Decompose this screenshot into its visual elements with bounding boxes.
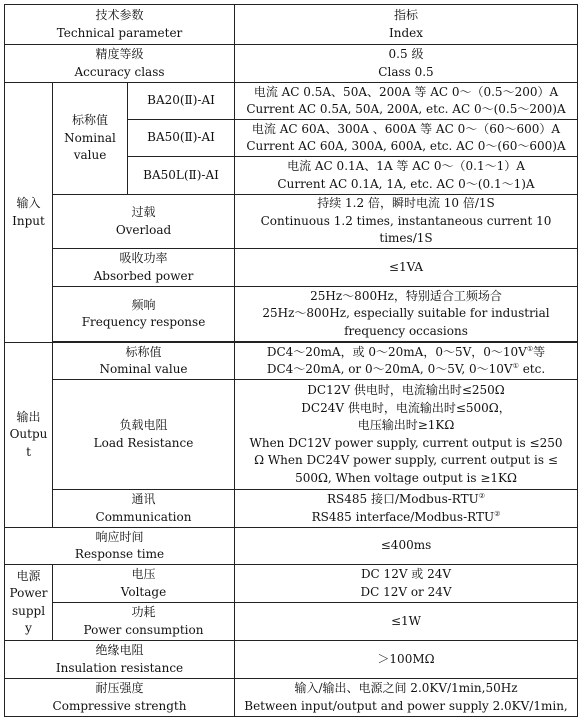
consumption-value-cell <box>235 603 578 641</box>
footnote-1-mark: ① <box>526 344 534 353</box>
overload-value-cell <box>235 195 578 249</box>
insulation-label-cell <box>5 641 235 679</box>
load-value-zh-1: DC12V 供电时，电流输出时≤250Ω <box>307 383 505 397</box>
header-param-en: Technical parameter <box>56 25 183 40</box>
accuracy-index-cell <box>235 45 578 83</box>
overload-value-en-1: Continuous 1.2 times, instantaneous current 10 <box>260 213 552 228</box>
voltage-value-cell <box>235 565 578 603</box>
compressive-value-zh: 输入/输出、电源之间 2.0KV/1min,50Hz <box>294 681 518 695</box>
header-param-zh: 技术参数 <box>95 8 144 22</box>
load-value-en-1: When DC12V power supply, current output is ≤250 <box>249 435 563 450</box>
comm-value-zh: RS485 接口/Modbus-RTU <box>326 492 479 506</box>
table-row-power-voltage <box>5 565 578 603</box>
footnote-1-mark-en: ① <box>512 362 519 370</box>
consumption-label-cell <box>53 603 235 641</box>
output-group-zh: 输出 <box>16 409 41 424</box>
table-row-input-ba20 <box>5 83 578 120</box>
frequency-label-cell <box>53 287 235 342</box>
table-row-load-resistance <box>5 380 578 490</box>
frequency-label-en: Frequency response <box>81 315 206 329</box>
table-row-insulation <box>5 641 578 679</box>
accuracy-value-en: Class 0.5 <box>378 64 434 79</box>
table-row-compressive <box>5 679 578 717</box>
index-cell-ba50l <box>235 157 578 195</box>
table-row-frequency <box>5 287 578 342</box>
absorbed-label-en: Absorbed power <box>93 268 194 283</box>
overload-label-en: Overload <box>115 222 172 237</box>
model-ba50: BA50(Ⅱ)-AI <box>147 130 215 145</box>
load-value-en-3: 500Ω, When voltage output is ≥1KΩ <box>295 470 517 485</box>
index-cell-ba50 <box>235 120 578 157</box>
frequency-value-cell <box>235 287 578 342</box>
load-value-cell <box>235 380 578 490</box>
input-nominal-en-2: value <box>73 148 107 163</box>
output-nominal-zh-tail: 等 <box>533 344 546 359</box>
comm-label-en: Communication <box>95 509 192 524</box>
power-group-en-2: suppl <box>11 603 46 618</box>
overload-value-en-2: times/1S <box>379 231 433 246</box>
model-cell-ba20 <box>128 83 235 120</box>
model-cell-ba50l <box>128 157 235 195</box>
footnote-2-mark-en: ② <box>494 509 501 518</box>
model-cell-ba50 <box>128 120 235 157</box>
compressive-label-en: Compressive strength <box>52 698 187 713</box>
load-label-zh: 负载电阻 <box>119 418 168 432</box>
output-nominal-zh-text: DC4～20mA，或 0～20mA，0～5V，0～10V <box>266 344 527 359</box>
load-value-zh-3: 电压输出时≥1KΩ <box>357 418 455 432</box>
header-param-cell <box>5 5 235 45</box>
output-nominal-zh: 标称值 <box>125 344 162 359</box>
compressive-value-cell <box>235 679 578 717</box>
comm-label-zh: 通讯 <box>131 492 156 506</box>
load-value-en-2: Ω When DC24V power supply, current output is ≤ <box>254 453 558 467</box>
absorbed-label-zh: 吸收功率 <box>119 251 168 265</box>
input-group-cell <box>5 83 53 343</box>
input-group-zh: 输入 <box>16 196 41 210</box>
ba50l-range-en: Current AC 0.1A, 1A, etc. AC 0～(0.1～1)A <box>277 176 535 191</box>
overload-label-cell <box>53 195 235 249</box>
model-ba20: BA20(Ⅱ)-AI <box>147 93 215 108</box>
absorbed-value: ≤1VA <box>388 259 424 274</box>
consumption-label-en: Power consumption <box>83 622 204 637</box>
voltage-value-zh: DC 12V 或 24V <box>360 567 452 581</box>
accuracy-label-zh: 精度等级 <box>95 47 144 61</box>
response-label-en: Response time <box>74 547 165 561</box>
load-value-zh-2: DC24V 供电时，电流输出时≤500Ω， <box>301 400 511 415</box>
comm-value-line-en <box>237 509 575 527</box>
output-group-cell <box>5 343 53 528</box>
response-label-zh: 响应时间 <box>95 529 144 544</box>
input-group-en: Input <box>12 213 45 228</box>
header-index-en: Index <box>388 25 424 40</box>
output-nominal-line-en <box>237 361 575 379</box>
overload-value-zh: 持续 1.2 倍，瞬时电流 10 倍/1S <box>317 196 495 211</box>
ba50-range-en: Current AC 60A, 300A, 600A, etc. AC 0～(60～600)A <box>246 139 566 153</box>
response-label-cell <box>5 528 235 565</box>
spec-table <box>4 4 578 717</box>
footnote-2-mark: ② <box>478 492 486 500</box>
absorbed-value-cell <box>235 249 578 287</box>
ba20-range-en: Current AC 0.5A, 50A, 200A, etc. AC 0～(0.5～200)A <box>246 102 566 116</box>
output-nominal-en-tail: etc. <box>518 362 546 376</box>
response-value-cell <box>235 528 578 565</box>
response-value: ≤400ms <box>380 538 432 553</box>
output-nominal-en: Nominal value <box>99 362 188 376</box>
table-row-response-time <box>5 528 578 565</box>
absorbed-label-cell <box>53 249 235 287</box>
voltage-label-en: Voltage <box>120 584 167 599</box>
input-nominal-en-1: Nominal <box>64 130 116 145</box>
table-row-output-nominal <box>5 343 578 380</box>
output-nominal-line-zh <box>237 344 575 362</box>
output-nominal-value-cell <box>235 343 578 380</box>
insulation-value-cell <box>235 641 578 679</box>
compressive-label-cell <box>5 679 235 717</box>
voltage-label-cell <box>53 565 235 603</box>
consumption-value: ≤1W <box>390 613 422 628</box>
comm-label-cell <box>53 490 235 528</box>
output-nominal-label-cell <box>53 343 235 380</box>
accuracy-label-en: Accuracy class <box>74 64 165 79</box>
compressive-value-en: Between input/output and power supply 2.0KV/1min, <box>244 698 568 713</box>
output-group-en-1: Outpu <box>9 427 48 442</box>
output-group-en-2: t <box>26 444 31 459</box>
power-group-en-1: Power <box>9 586 48 600</box>
header-index-cell <box>235 5 578 45</box>
voltage-value-en: DC 12V or 24V <box>360 584 452 599</box>
overload-label-zh: 过载 <box>131 205 156 219</box>
power-group-cell <box>5 565 53 641</box>
output-nominal-en-text: DC4～20mA, or 0～20mA, 0～5V, 0～10V <box>266 362 513 376</box>
table-row-accuracy <box>5 45 578 83</box>
comm-value-line-zh <box>237 491 575 509</box>
table-row-power-consumption <box>5 603 578 641</box>
input-nominal-zh: 标称值 <box>71 113 108 128</box>
accuracy-param-cell <box>5 45 235 83</box>
insulation-label-zh: 绝缘电阻 <box>95 643 144 657</box>
frequency-value-zh: 25Hz～800Hz，特别适合工频场合 <box>310 288 502 303</box>
power-group-en-3: y <box>25 621 32 635</box>
index-cell-ba20 <box>235 83 578 120</box>
table-row-overload <box>5 195 578 249</box>
power-group-zh: 电源 <box>16 568 41 583</box>
input-nominal-label-cell <box>53 83 128 195</box>
frequency-value-en-1: 25Hz～800Hz, especially suitable for industrial <box>262 306 550 321</box>
table-row-absorbed-power <box>5 249 578 287</box>
insulation-value: ＞100MΩ <box>377 651 435 666</box>
ba50-range-zh: 电流 AC 60A、300A 、600A 等 AC 0～（60～600）A <box>251 121 561 136</box>
header-index-zh: 指标 <box>393 8 418 22</box>
table-row-communication <box>5 490 578 528</box>
accuracy-value-zh: 0.5 级 <box>388 47 424 61</box>
model-ba50l: BA50L(Ⅱ)-AI <box>143 167 219 182</box>
insulation-label-en: Insulation resistance <box>55 660 184 675</box>
comm-value-en: RS485 interface/Modbus-RTU <box>311 509 495 524</box>
consumption-label-zh: 功耗 <box>131 605 156 619</box>
frequency-value-en-2: frequency occasions <box>344 323 468 338</box>
ba20-range-zh: 电流 AC 0.5A、50A、200A 等 AC 0～（0.5～200）A <box>253 84 559 99</box>
compressive-label-zh: 耐压强度 <box>95 681 144 695</box>
load-label-cell <box>53 380 235 490</box>
load-label-en: Load Resistance <box>93 435 194 450</box>
ba50l-range-zh: 电流 AC 0.1A、1A 等 AC 0～（0.1～1）A <box>287 159 525 173</box>
comm-value-cell <box>235 490 578 528</box>
frequency-label-zh: 频响 <box>131 297 156 312</box>
voltage-label-zh: 电压 <box>131 567 156 581</box>
table-row-header <box>5 5 578 45</box>
